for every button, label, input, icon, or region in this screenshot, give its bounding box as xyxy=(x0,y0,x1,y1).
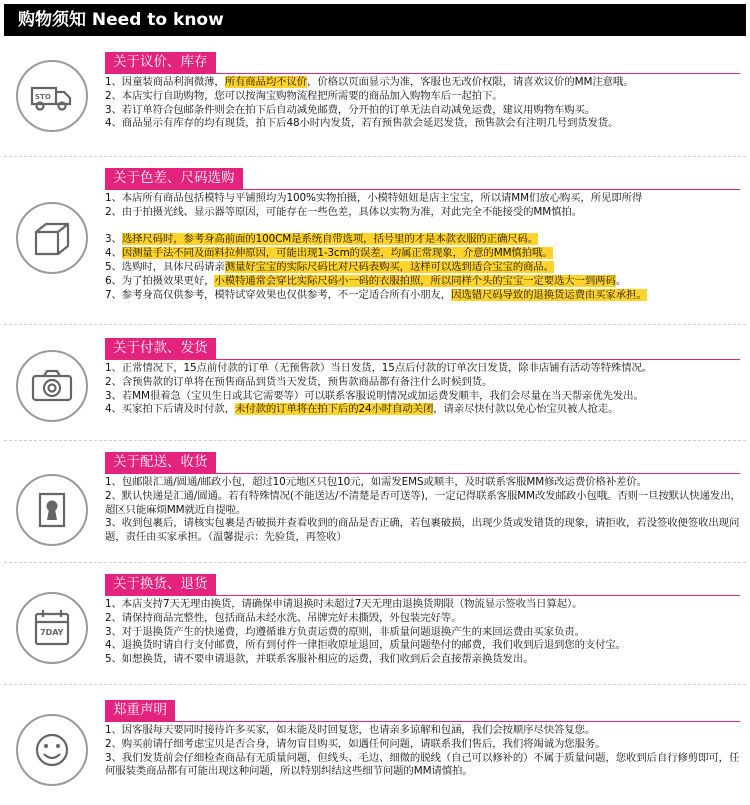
list-item: 3、我们发货前会仔细检查商品有无质量问题，但线头、毛边、细微的脱线（自己可以修补的）不属于质量问题，您收到后自行修剪即可，任何服装类商品都有可能出现这种问题，所以特别纠结这些细节问题的MM请慎拍。 xyxy=(105,751,740,778)
section-title-underline xyxy=(105,73,740,74)
section-items xyxy=(105,192,742,302)
list-item: 2、购买前请仔细考虑宝贝是否合身，请勿盲目购买，如遇任何问题，请联系我们售后，我们将竭诚为您服务。 xyxy=(105,737,606,750)
list-item: 1、本店支持7天无理由换货，请确保申请退换时未超过7天无理由退换货期限（物流显示签收当日算起）。 xyxy=(105,598,583,610)
section-items xyxy=(105,724,742,779)
divider xyxy=(4,324,746,325)
list-item: 3、选择尺码时，参考身高前面的100CM是系统自带选项，括号里的才是本款衣服的正确尺码。 xyxy=(105,233,539,246)
section-items xyxy=(105,362,742,417)
list-item: 5、选购时，具体尺码请亲测量好宝宝的实际尺码比对尺码表购买，这样可以选到适合宝宝的商品。 xyxy=(105,260,555,273)
list-item: 5、如想换货，请不要申请退款，并联系客服补相应的运费，我们收到后会直接帮亲换货发出。 xyxy=(105,653,534,666)
section-title-underline xyxy=(105,721,740,722)
divider xyxy=(4,440,746,441)
list-item: 3、收到包裹后，请核实包裹是否破损并查看收到的商品是否正确，若包裹破损，出现少货或发错货的现象，请拒收，若没签收便签收出现问题，责任由买家承担。（温馨提示：先验货，再签收） xyxy=(105,517,740,544)
section-title-underline xyxy=(105,189,740,190)
section-title-underline xyxy=(105,359,740,360)
section-title-underline xyxy=(105,473,740,474)
section-items xyxy=(105,598,742,667)
section-title: 关于色差、尺码选购 xyxy=(105,168,243,189)
section-payment-shipping xyxy=(4,338,746,438)
list-item: 1、本店所有商品包括模特与平铺照均为100%实物拍摄，小模特妞妞是店主宝宝，所以请MM们放心购买，所见即所得 xyxy=(105,192,643,204)
list-item: 6、为了拍摄效果更好，小模特通常会穿比实际尺码小一码的衣服拍照，所以同样个头的宝宝一定要选大一到两码。 xyxy=(105,274,627,287)
page-header xyxy=(4,4,746,36)
lock-icon xyxy=(16,474,88,546)
list-item: 2、由于拍摄光线、显示器等原因，可能存在一些色差，具体以实物为准，对此完全不能接受的MM慎拍。 xyxy=(105,205,583,218)
section-title: 关于配送、收货 xyxy=(105,452,216,473)
page-title: 购物须知 Need to know xyxy=(18,10,224,30)
list-item: 1、因客服每天要同时接待许多买家，如未能及时回复您，也请亲多谅解和包涵，我们会按顺序尽快答复您。 xyxy=(105,724,596,736)
list-item: 3、若MM很着急（宝贝生日或其它需要等）可以联系客服说明情况或加运费发顺丰，我们会尽量在当天帮亲优先发出。 xyxy=(105,389,644,402)
section-title: 关于换货、退货 xyxy=(105,574,216,595)
smiley-icon xyxy=(16,714,88,786)
list-item: 1、因童装商品利润微薄，所有商品均不议价，价格以页面显示为准，客服也无改价权限，请喜欢议价的MM注意哦。 xyxy=(105,76,634,88)
calendar-label: 7DAY xyxy=(40,628,64,637)
list-item: 3、若订单符合包邮条件则会在拍下后自动减免邮费，分开拍的订单无法自动减免运费，建议用购物车购买。 xyxy=(105,103,596,116)
section-bargain-stock xyxy=(4,52,746,150)
box-icon xyxy=(16,202,88,274)
section-statement xyxy=(4,700,746,800)
section-title: 郑重声明 xyxy=(105,700,175,721)
calendar-7day-icon xyxy=(16,592,88,664)
section-returns xyxy=(4,574,746,684)
list-item: 4、退换货时请自行支付邮费，所有到付件一律拒收原址退回，质量问题垫付的邮费，我们收到后退到您的支付宝。 xyxy=(105,639,627,652)
list-item: 3、对于退换货产生的快递费，均遵循谁方负责运费的原则，非质量问题退换产生的来回运费由买家负责。 xyxy=(105,625,585,638)
list-item: 1、包邮限汇通/圆通/邮政小包，超过10元地区只包10元，如需发EMS或顺丰，及时联系客服MM修改运费价格补差价。 xyxy=(105,476,647,488)
truck-icon xyxy=(16,60,88,132)
camera-icon xyxy=(16,350,88,422)
svg-text:STO: STO xyxy=(35,93,51,101)
section-items xyxy=(105,76,742,131)
list-item: 2、请保持商品完整性，包括商品未经水洗、吊牌完好未撕毁，外包装完好等。 xyxy=(105,611,462,624)
list-item: 2、本店实行自助购物，您可以按淘宝购物流程把所需要的商品加入购物车后一起拍下。 xyxy=(105,89,503,102)
divider xyxy=(4,562,746,563)
section-color-size xyxy=(4,168,746,318)
list-item: 7、参考身高仅供参考，模特试穿效果也仅供参考，不一定适合所有小朋友，因选错尺码导致的退换货运费由买家承担。 xyxy=(105,288,647,301)
section-title: 关于议价、库存 xyxy=(105,52,216,73)
section-title: 关于付款、发货 xyxy=(105,338,216,359)
list-item: 2、含预售款的订单将在预售商品到货当天发货，预售款商品都有备注什么时候到货。 xyxy=(105,375,493,388)
section-delivery xyxy=(4,452,746,562)
list-item: 1、正常情况下，15点前付款的订单（无预售款）当日发货，15点后付款的订单次日发货，除非店铺有活动等特殊情况。 xyxy=(105,362,653,374)
list-item: 4、商品显示有库存的均有现货，拍下后48小时内发货，若有预售款会延迟发货，预售款会有注明几号到货发货。 xyxy=(105,117,619,130)
divider xyxy=(4,684,746,685)
section-title-underline xyxy=(105,595,740,596)
list-item: 4、买家拍下后请及时付款，未付款的订单将在拍下后的24小时自动关闭，请亲尽快付款以免心怡宝贝被人抢走。 xyxy=(105,403,619,416)
section-items xyxy=(105,476,742,545)
list-item: 4、因测量手法不同及面料拉伸原因，可能出现1-3cm的误差，均属正常现象，介意的MM慎拍哦。 xyxy=(105,247,553,260)
divider xyxy=(4,156,746,157)
list-item: 2、默认快递是汇通/圆通。若有特殊情况(不能送达/不清楚是否可送等)，一定记得联系客服MM改发邮政小包哦。否则一旦按默认快递发出，超区只能麻烦MM就近自提啦。 xyxy=(105,489,741,516)
